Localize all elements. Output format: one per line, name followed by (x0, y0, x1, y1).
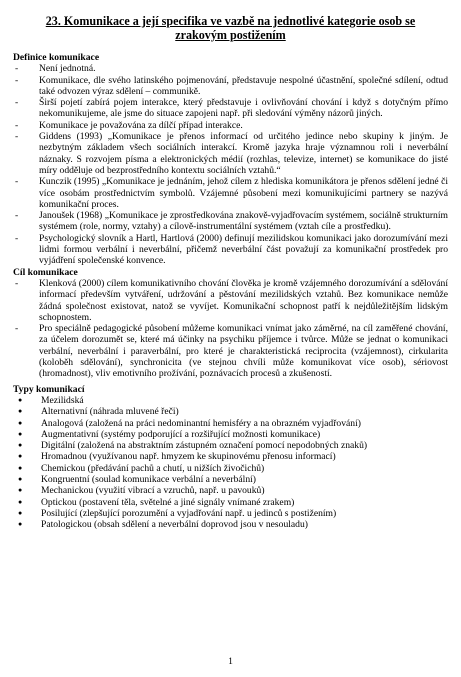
definition-item: - Kunczik (1995) „Komunikace je jednáním, jehož cílem z hlediska komunikátora je přenos sdělení jedné či více osobám prostřednictvím symbolů. Vzájemné působení mezi komunikujícími partnery se nazývá komunikační proces. (13, 176, 448, 210)
definition-item: - Giddens (1993) „Komunikace je přenos informací od určitého jedince nebo skupiny k jiným. Je nezbytným základem všech sociálních interakcí. Kromě jazyka hraje významnou roli i neverbální náznaky. S rozvojem písma a elektronických médií (rozhlas, televize, internet) se komunikace do jisté míry odděluje od bezprostředního kontextu sociálních vztahů.“ (13, 131, 448, 176)
goal-list (13, 278, 448, 380)
title-line-1: 23. Komunikace a její specifika ve vazbě na jednotlivé kategorie osob se (45, 14, 416, 28)
definition-item: - Není jednotná. (13, 63, 448, 74)
types-list (13, 395, 448, 531)
types-item: ● Chemickou (předávání pachů a chutí, u nižších živočichů) (13, 463, 448, 474)
definition-item: - Janoušek (1968) „Komunikace je zprostředkována znakově-vyjadřovacím systémem, sociálně strukturním systémem (role, normy, vztahy) a cílově-instrumentální systémem (vztah cíle a prostředku). (13, 210, 448, 233)
types-heading: Typy komunikací (13, 383, 85, 395)
types-item: ● Alternativní (náhrada mluvené řeči) (13, 406, 448, 417)
goal-item: - Pro speciálně pedagogické působení můžeme komunikaci vnímat jako záměrné, na cíl zaměřené chování, za účelem dorozumět se, které má účinky na psychiku příjemce i tvůrce. Může se jednat o komunikaci verbální, neverbální i paraverbální, pro které je charakteristická reciprocita (vzájemnost), cirkularita (koloběh sdělování), synchronicita (ve stejnou chvíli může komunikovat více osob), sériovost (hromadnost), vliv emotivního prožívání, poznávacích procesů a zkušeností. (13, 323, 448, 379)
types-item: ● Posilující (zlepšující porozumění a vyjadřování např. u jedinců s postižením) (13, 508, 448, 519)
definition-item: - Komunikace, dle svého latinského pojmenování, představuje nespolné účastnění, společné sdílení, odtud také odvozen výraz sdělení – communikě. (13, 75, 448, 98)
definition-item: - Komunikace je považována za dílčí případ interakce. (13, 120, 448, 131)
types-item: ● Digitální (založená na abstraktním zástupném označení pomocí nepodobných znaků) (13, 440, 448, 451)
goal-heading: Cíl komunikace (13, 266, 78, 278)
definition-item: - Psychologický slovník a Hartl, Hartlová (2000) definují mezilidskou komunikaci jako dorozumívání mezi lidmi formou verbální i neverbální, přičemž neverbální část považují za komunikační prostředek pro vyjádření společenské konvence. (13, 233, 448, 267)
types-item: ● Analogová (založená na práci nedominantní hemisféry a na obrazném vyjadřování) (13, 418, 448, 429)
goal-item: - Klenková (2000) cílem komunikativního chování člověka je kromě vzájemného dorozumívání a sdělování informací především vytváření, udržování a pěstování mezilidských vztahů. Bez komunikace nemůže žádná společnost existovat, natož se vyvíjet. Komunikační schopnost patří k nejdůležitějším lidským schopnostem. (13, 278, 448, 323)
page-title (13, 14, 448, 42)
definition-heading: Definice komunikace (13, 52, 100, 63)
types-item: ● Kongruentní (soulad komunikace verbální a neverbální) (13, 474, 448, 485)
page-number: 1 (228, 656, 233, 667)
types-item: ● Hromadnou (využívanou např. hmyzem ke skupinovému přenosu informací) (13, 451, 448, 462)
types-item: ● Mechanickou (využití vibrací a vzruchů, např. u pavouků) (13, 485, 448, 496)
types-item: ● Augmentativní (systémy podporující a rozšiřující možnosti komunikace) (13, 429, 448, 440)
types-item: ● Mezilidská (13, 395, 448, 406)
definition-list (13, 63, 448, 266)
types-item: ● Patologickou (obsah sdělení a neverbální doprovod jsou v nesouladu) (13, 519, 448, 530)
types-item: ● Optickou (postavení těla, světelné a jiné signály vnímané zrakem) (13, 497, 448, 508)
title-line-2: zrakovým postižením (175, 28, 286, 42)
definition-item: - Širší pojetí zabírá pojem interakce, který představuje i ovlivňování chování i když s dotyčným přímo nekomunikujeme, ale jsme do situace zapojeni např. při sledování výměny názorů jiných. (13, 97, 448, 120)
